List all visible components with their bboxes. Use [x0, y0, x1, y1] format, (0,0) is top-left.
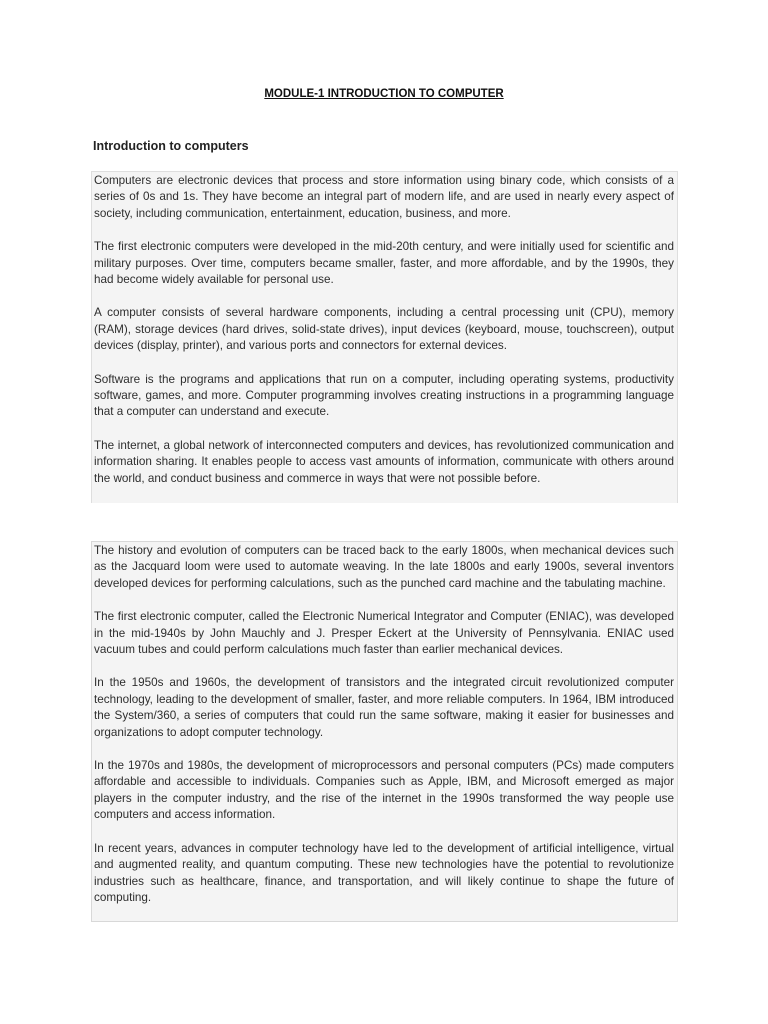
paragraph: Software is the programs and applications that run on a computer, including operating systems, productivity software, games, and more. Computer programming involves creating instructions in a programming language that a computer can understand and execute. — [94, 372, 674, 419]
paragraph: Computers are electronic devices that process and store information using binary code, which consists of a series of 0s and 1s. They have become an integral part of modern life, and are used in nearly every aspect of society, including communication, entertainment, education, business, and more. — [94, 174, 674, 220]
paragraph: The first electronic computer, called the Electronic Numerical Integrator and Computer (ENIAC), was developed in the mid-1940s by John Mauchly and J. Presper Eckert at the University of Pennsylvania. ENIAC used vacuum tubes and could perform calculations much faster than earlier mechanical devices. — [94, 610, 674, 657]
document-title: MODULE-1 INTRODUCTION TO COMPUTER — [264, 88, 504, 100]
paragraph: In the 1970s and 1980s, the development of microprocessors and personal computers (PCs) made computers affordable and accessible to individuals. Companies such as Apple, IBM, and Microsoft emerged as major players in the computer industry, and the rise of the internet in the 1990s transformed the way people use computers and access information. — [94, 759, 674, 822]
paragraph: The internet, a global network of interconnected computers and devices, has revolutionized communication and information sharing. It enables people to access vast amounts of information, communicate with others around the world, and conduct business and commerce in ways that were not possible before. — [94, 438, 674, 485]
paragraph: In recent years, advances in computer technology have led to the development of artificial intelligence, virtual and augmented reality, and quantum computing. These new technologies have the potential to revolutionize industries such as healthcare, finance, and transportation, and will likely continue to shape the future of computing. — [94, 841, 674, 904]
section-heading: Introduction to computers — [93, 139, 249, 153]
history-text-box — [91, 541, 678, 922]
intro-text-box — [91, 171, 678, 503]
paragraph: The first electronic computers were developed in the mid-20th century, and were initially used for scientific and military purposes. Over time, computers became smaller, faster, and more affordable, and by the 1990s, they had become widely available for personal use. — [94, 240, 674, 287]
paragraph: In the 1950s and 1960s, the development of transistors and the integrated circuit revolutionized computer technology, leading to the development of smaller, faster, and more reliable computers. In 1964, IBM introduced the System/360, a series of computers that could run the same software, making it easier for businesses and organizations to adopt computer technology. — [94, 676, 674, 739]
paragraph: The history and evolution of computers can be traced back to the early 1800s, when mechanical devices such as the Jacquard loom were used to automate weaving. In the late 1800s and early 1900s, several inventors developed devices for performing calculations, such as the punched card machine and the tabulating machine. — [94, 544, 674, 590]
paragraph: A computer consists of several hardware components, including a central processing unit (CPU), memory (RAM), storage devices (hard drives, solid-state drives), input devices (keyboard, mouse, touchscreen), output devices (display, printer), and various ports and connectors for external devices. — [94, 306, 674, 353]
